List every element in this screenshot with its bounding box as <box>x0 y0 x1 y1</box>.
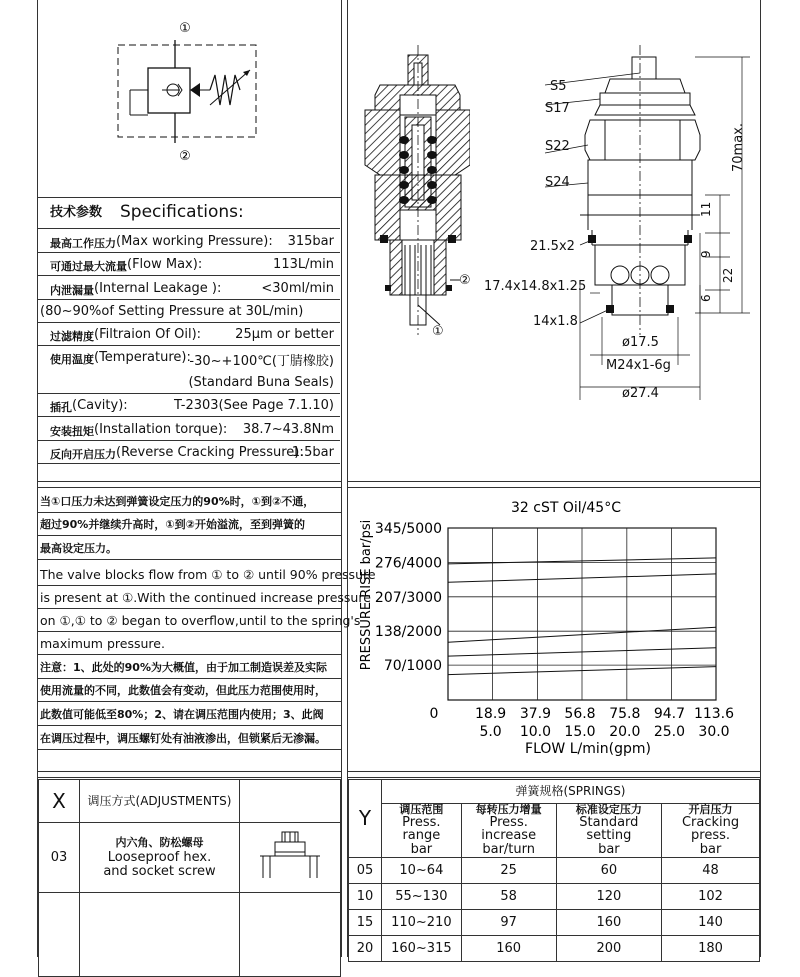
springs-cell-std: 60 <box>556 858 661 884</box>
chart-x-tick-label: 94.7 <box>653 706 685 722</box>
spec-label-cn: 使用温度 <box>50 353 94 366</box>
chart-title: 32 cST Oil/45°C <box>511 500 621 516</box>
label-height-22: 22 <box>721 267 735 283</box>
symbol-port1-label: ① <box>179 21 191 36</box>
chart-x-tick-label: 56.8 <box>564 706 596 722</box>
label-s17: S17 <box>545 101 570 116</box>
frame-hline-right-mid-a <box>347 481 760 482</box>
adjust-screw-drawing-cell <box>240 823 341 893</box>
adjust-desc-en2: and socket screw <box>103 863 216 879</box>
spec-value: 1.5bar <box>291 445 334 460</box>
spec-value: 113L/min <box>273 257 334 272</box>
spec-label-en: (Flow Max): <box>127 257 203 272</box>
label-dia-175: ø17.5 <box>622 335 659 350</box>
desc-note-line2: 使用流量的不同，此数值会有变动，但此压力范围使用时， <box>38 678 341 702</box>
spec-row <box>38 370 340 394</box>
frame-hline-bottom-b <box>37 777 341 778</box>
adjust-desc <box>80 823 240 893</box>
chart-x-tick-gpm-label: 10.0 <box>519 724 551 740</box>
label-thread-m24: M24x1-6g <box>606 358 671 373</box>
label-ring-174: 17.4x14.8x1.25 <box>484 279 587 294</box>
springs-col-cn: 调压范围 <box>399 803 444 817</box>
springs-cell-code: 05 <box>349 858 382 884</box>
springs-row <box>349 910 760 936</box>
springs-col-header <box>662 804 760 858</box>
springs-col-cn: 开启压力 <box>688 803 733 817</box>
springs-cell-crack: 180 <box>662 936 760 962</box>
desc-en-line4: maximum pressure. <box>38 631 341 655</box>
frame-right-border <box>760 0 761 957</box>
springs-cell-std: 200 <box>556 936 661 962</box>
adjust-screw-icon <box>255 828 325 883</box>
chart-y-tick-label: 345/5000 <box>374 521 442 537</box>
chart-x-tick-gpm-label: 30.0 <box>698 724 730 740</box>
springs-row <box>349 936 760 962</box>
springs-table <box>348 779 760 962</box>
springs-cell-crack: 102 <box>662 884 760 910</box>
spec-value: 25μm or better <box>235 327 334 342</box>
spec-label-cn: 过滤精度 <box>50 330 94 343</box>
chart-x-zero-label: 0 <box>429 706 439 722</box>
chart-x-tick-label: 75.8 <box>609 706 641 722</box>
spec-label-en: (Reverse Cracking Pressure): <box>116 445 304 460</box>
chart-x-tick-label: 113.6 <box>693 706 735 722</box>
label-dia-274: ø27.4 <box>622 386 659 401</box>
springs-col-header <box>556 804 661 858</box>
adjust-x-header: X <box>39 780 80 823</box>
springs-col-unit: bar/turn <box>482 842 535 858</box>
label-height-11: 11 <box>699 201 713 217</box>
frame-divider-1 <box>341 0 342 957</box>
spec-row <box>38 440 340 464</box>
frame-hline-right-bottom-a <box>347 771 760 772</box>
spec-value: 315bar <box>287 234 334 249</box>
label-oring-215: 21.5x2 <box>530 239 575 254</box>
springs-cell-crack: 140 <box>662 910 760 936</box>
spec-label-en: (Internal Leakage ): <box>94 281 222 296</box>
springs-col-unit: bar <box>598 842 620 858</box>
adjust-code: 03 <box>39 823 80 893</box>
label-height-9: 9 <box>699 250 713 258</box>
springs-col-unit: bar <box>699 842 722 858</box>
spec-value: T-2303(See Page 7.1.10) <box>174 398 334 413</box>
springs-col-cn: 标准设定压力 <box>575 803 642 817</box>
chart-x-tick-gpm-label: 15.0 <box>564 724 596 740</box>
spec-row <box>38 229 340 253</box>
spec-value: -30~+100℃(丁腈橡胶) <box>189 354 334 369</box>
spec-row <box>38 276 340 300</box>
springs-cell-inc: 97 <box>461 910 556 936</box>
desc-en-line1: The valve blocks flow from ① to ② until 90% pressure <box>38 559 341 586</box>
springs-col-en: Cracking press. <box>681 814 740 844</box>
chart-y-tick-label: 70/1000 <box>383 658 442 675</box>
frame-hline-right-bottom-b <box>347 777 760 778</box>
springs-col-cn: 每转压力增量 <box>475 803 542 817</box>
spec-value: <30ml/min <box>261 281 334 296</box>
adjustments-table <box>38 779 341 977</box>
springs-col-en: Press. increase <box>481 814 537 844</box>
springs-col-header <box>461 804 556 858</box>
frame-hline-mid-b <box>37 487 341 488</box>
spec-label-en: (Filtraion Of Oil): <box>94 327 202 342</box>
chart-x-tick-label: 18.9 <box>475 706 507 722</box>
frame-hline-mid-a <box>37 481 341 482</box>
adjust-desc-cn: 内六角、防松螺母 <box>115 835 204 849</box>
spec-row <box>38 252 340 276</box>
label-height-6: 6 <box>699 294 713 302</box>
desc-en-line2: is present at ①.With the continued increase pressure <box>38 585 341 609</box>
springs-cell-code: 10 <box>349 884 382 910</box>
springs-cell-range: 10~64 <box>382 858 462 884</box>
symbol-port2-label: ② <box>179 149 191 164</box>
spec-label-cn: 可通过最大流量 <box>50 260 127 273</box>
pressure-flow-chart <box>348 490 758 770</box>
springs-cell-range: 110~210 <box>382 910 462 936</box>
spec-label-cn: 最高工作压力 <box>50 237 116 250</box>
springs-cell-range: 55~130 <box>382 884 462 910</box>
label-oring-14: 14x1.8 <box>533 314 578 329</box>
desc-note-line1: 注意：1、此处的90%为大概值，由于加工制造误差及实际 <box>38 654 341 679</box>
spec-label-cn: 插孔 <box>50 401 72 414</box>
spec-row <box>38 393 340 417</box>
spec-value: 38.7~43.8Nm <box>242 422 334 437</box>
springs-cell-crack: 48 <box>662 858 760 884</box>
desc-note-line4: 在调压过程中，调压螺钉处有油液渗出，但锁紧后无渗漏。 <box>38 725 341 750</box>
label-height-70: 70max. <box>731 123 746 172</box>
specs-title-cn: 技术参数 <box>50 205 103 220</box>
desc-en-line3: on ①,① to ② began to overflow,until to the spring's <box>38 608 341 632</box>
label-s5: S5 <box>550 79 567 94</box>
spec-row <box>38 299 340 323</box>
chart-x-tick-gpm-label: 25.0 <box>653 724 685 740</box>
chart-y-axis-label: PRESSURE RISE bar/psi <box>359 519 374 671</box>
adjust-desc-en1: Looseproof hex. <box>107 850 212 866</box>
spec-label-en: (80~90%of Setting Pressure at 30L/min) <box>40 304 304 319</box>
spec-label-en: (Cavity): <box>72 398 128 413</box>
chart-y-tick-label: 138/2000 <box>374 624 442 641</box>
chart-x-axis-label: FLOW L/min(gpm) <box>525 741 651 757</box>
section-port2-label: ② <box>459 273 471 288</box>
springs-cell-code: 20 <box>349 936 382 962</box>
desc-note-line3: 此数值可能低至80%；2、请在调压范围内使用；3、此阀 <box>38 701 341 726</box>
spec-label-en: (Max working Pressure): <box>116 234 273 249</box>
spec-row <box>38 345 340 368</box>
springs-cell-inc: 25 <box>461 858 556 884</box>
springs-y-header: Y <box>349 780 382 858</box>
springs-cell-inc: 58 <box>461 884 556 910</box>
label-s22: S22 <box>545 139 570 154</box>
desc-cn-line3: 最高设定压力。 <box>38 535 341 560</box>
spec-label-en: (Temperature): <box>94 350 191 365</box>
springs-header: 弹簧规格(SPRINGS) <box>382 780 760 804</box>
spec-label-en: (Installation torque): <box>94 422 228 437</box>
spec-label-cn: 反向开启压力 <box>50 448 116 461</box>
springs-row <box>349 858 760 884</box>
chart-x-tick-label: 37.9 <box>519 706 551 722</box>
springs-cell-range: 160~315 <box>382 936 462 962</box>
springs-col-en: Press. range <box>402 814 441 844</box>
frame-hline-right-mid-b <box>347 487 760 488</box>
springs-cell-std: 160 <box>556 910 661 936</box>
spec-label-cn: 安装扭矩 <box>50 425 94 438</box>
springs-col-unit: bar <box>410 842 433 858</box>
springs-cell-inc: 160 <box>461 936 556 962</box>
spec-label-cn: 内泄漏量 <box>50 284 94 297</box>
frame-hline-specs-top <box>37 197 341 198</box>
valve-section-drawing <box>360 45 470 345</box>
desc-cn-line2: 超过90%并继续升高时，①到②开始溢流，至到弹簧的 <box>38 512 341 536</box>
springs-col-header <box>382 804 462 858</box>
springs-cell-std: 120 <box>556 884 661 910</box>
adjust-header: 调压方式(ADJUSTMENTS) <box>80 780 240 823</box>
hydraulic-symbol <box>100 15 280 175</box>
spec-value: (Standard Buna Seals) <box>188 375 334 390</box>
springs-cell-code: 15 <box>349 910 382 936</box>
chart-x-tick-gpm-label: 5.0 <box>479 724 502 740</box>
specs-title-en: Specifications: <box>120 202 244 222</box>
label-s24: S24 <box>545 175 570 190</box>
spec-row <box>38 322 340 346</box>
chart-x-tick-gpm-label: 20.0 <box>609 724 641 740</box>
section-port1-label: ① <box>432 324 444 339</box>
spec-row <box>38 417 340 441</box>
springs-row <box>349 884 760 910</box>
desc-cn-line1: 当①口压力未达到弹簧设定压力的90%时，①到②不通， <box>38 489 341 513</box>
chart-y-tick-label: 207/3000 <box>374 589 442 606</box>
chart-y-tick-label: 276/4000 <box>374 555 442 572</box>
frame-hline-bottom-a <box>37 771 341 772</box>
springs-col-en: Standard setting <box>579 814 639 844</box>
